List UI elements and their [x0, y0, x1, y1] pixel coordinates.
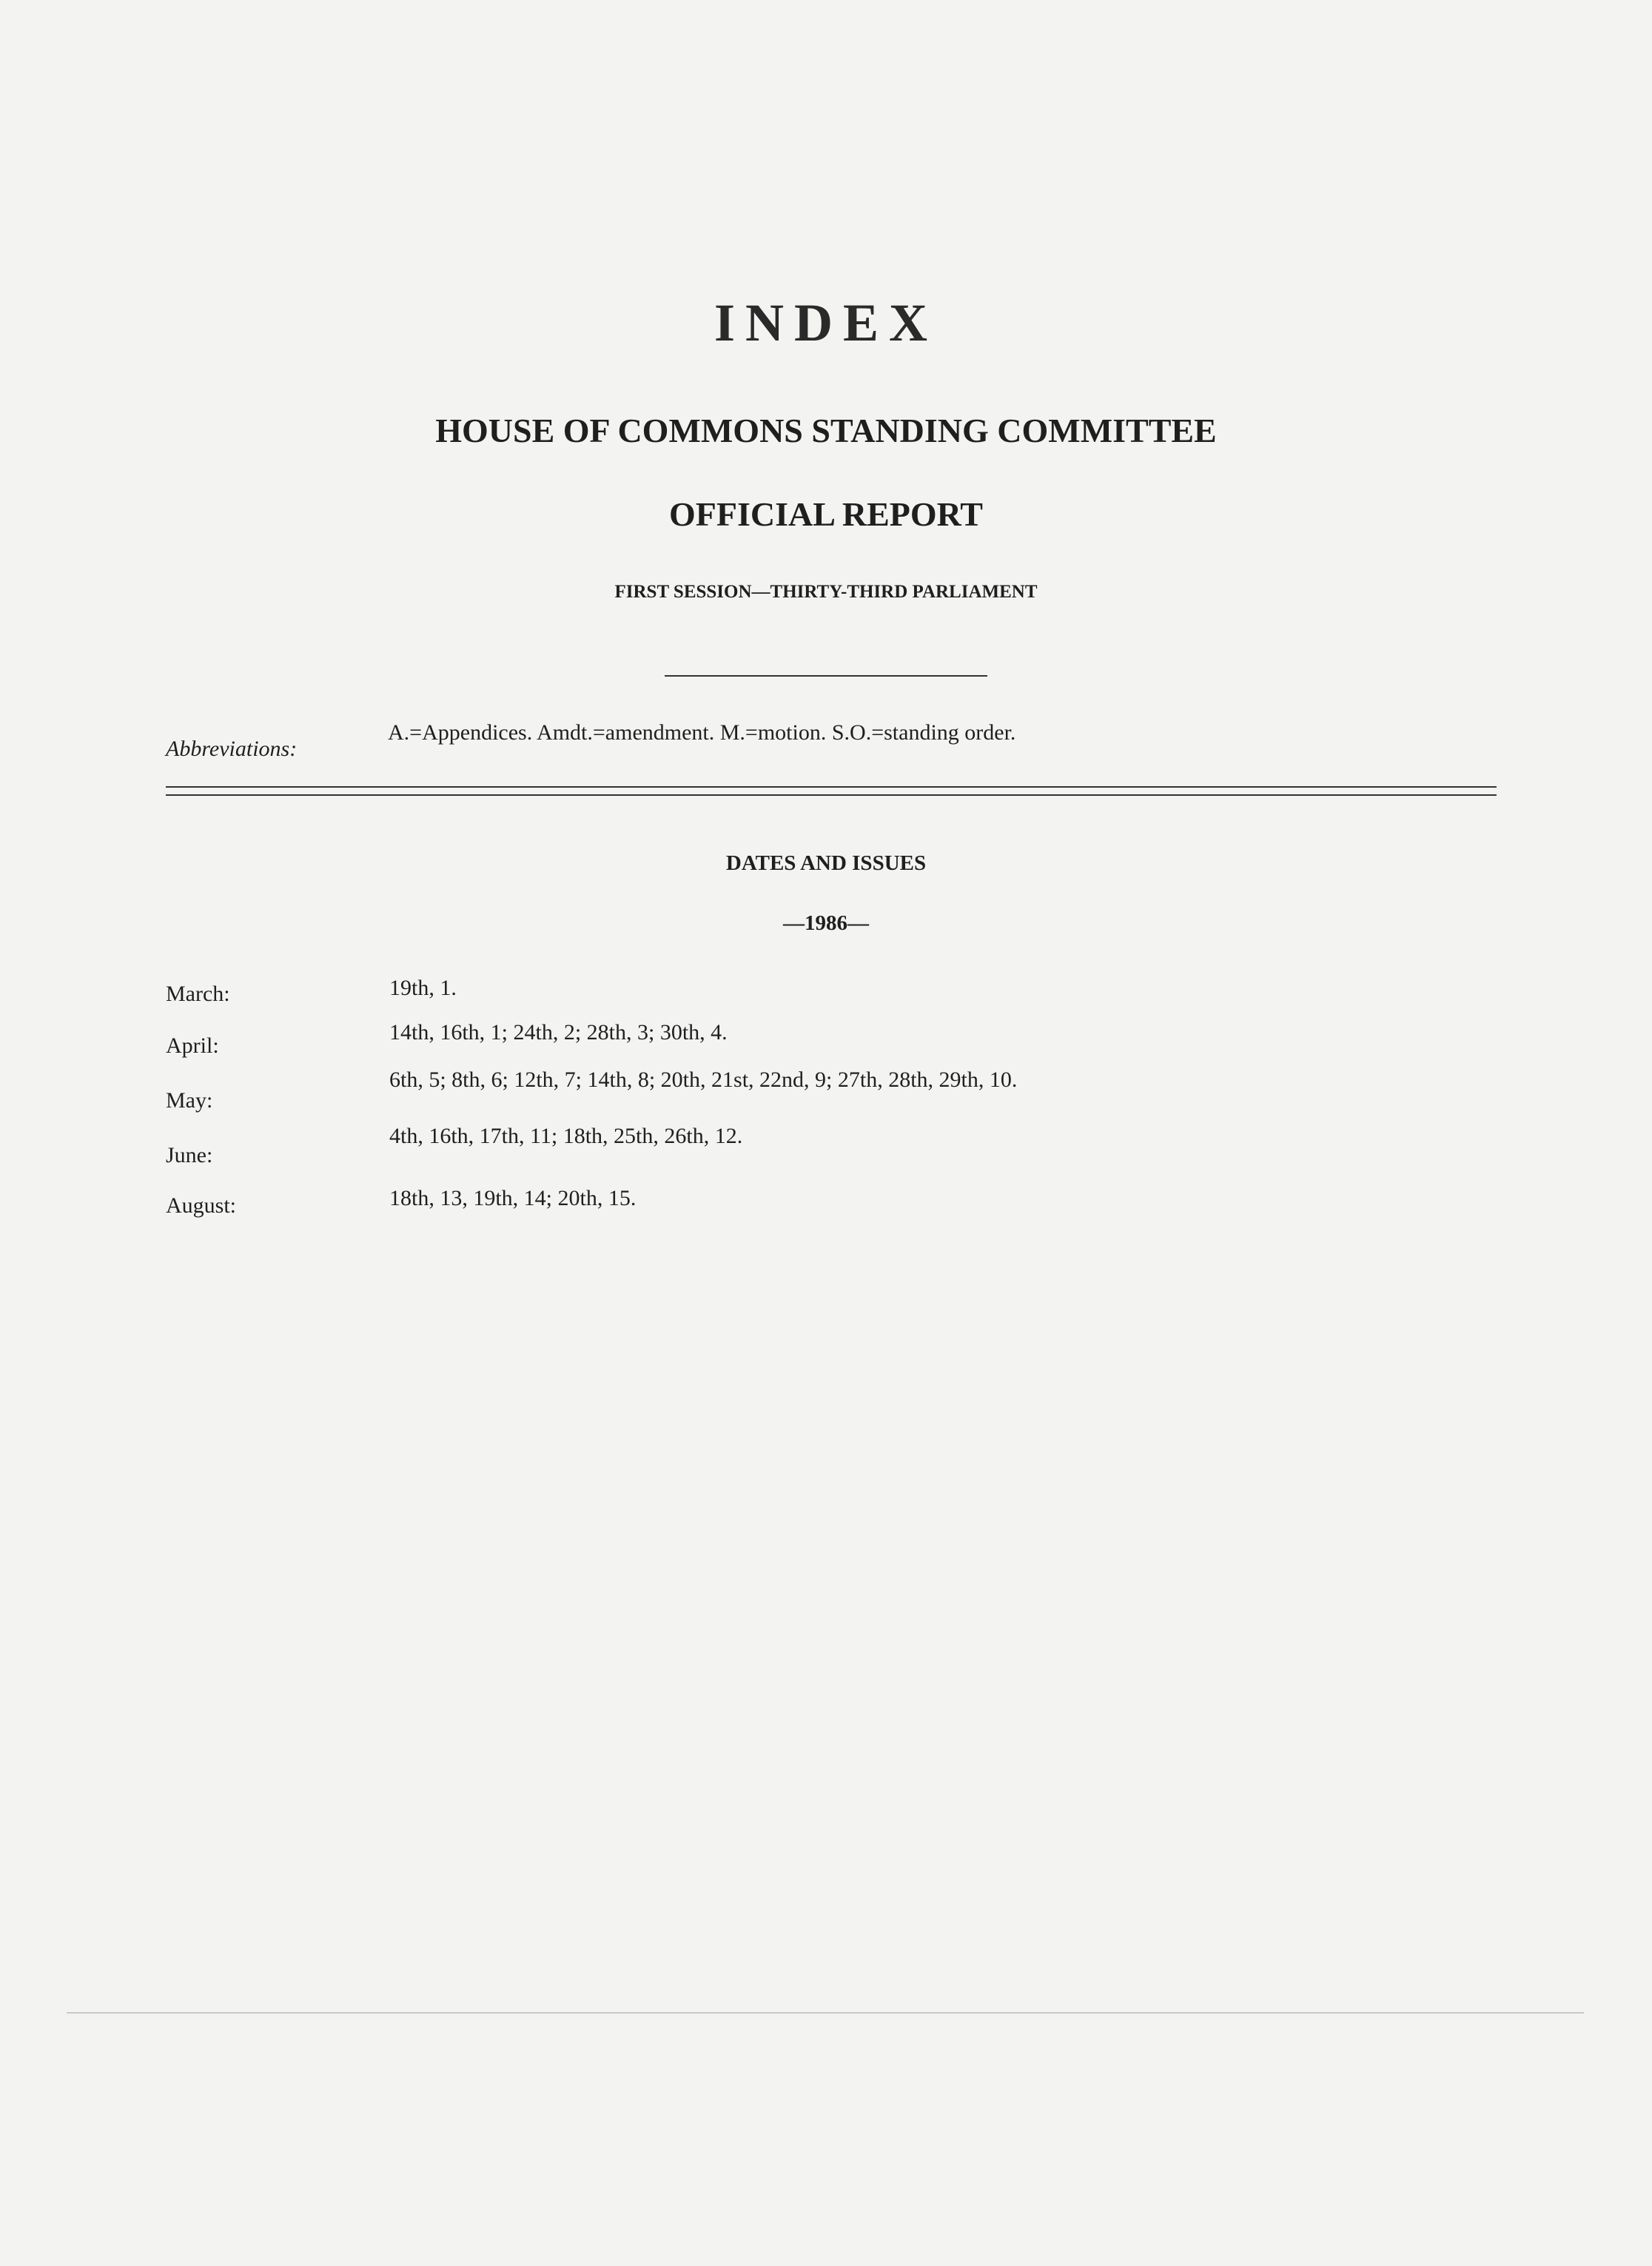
month-dates-march: 19th, 1. [389, 976, 457, 1000]
report-title: OFFICIAL REPORT [669, 495, 983, 533]
month-label-august: August: [166, 1193, 237, 1218]
index-title: INDEX [713, 293, 939, 352]
month-dates-april: 14th, 16th, 1; 24th, 2; 28th, 3; 30th, 4. [389, 1020, 728, 1045]
year-label: —1986— [783, 911, 869, 935]
abbreviations-label: Abbreviations: [166, 737, 298, 761]
committee-title: HOUSE OF COMMONS STANDING COMMITTEE [435, 412, 1217, 449]
footer-divider [67, 2012, 1584, 2014]
month-dates-may: 6th, 5; 8th, 6; 12th, 7; 14th, 8; 20th, 21st, 22nd, 9; 27th, 28th, 29th, 10. [389, 1067, 1018, 1092]
month-dates-june: 4th, 16th, 17th, 11; 18th, 25th, 26th, 12. [389, 1124, 743, 1148]
month-label-june: June: [166, 1143, 213, 1167]
month-label-march: March: [166, 982, 230, 1006]
month-label-april: April: [166, 1033, 219, 1058]
dates-issues-heading: DATES AND ISSUES [725, 851, 927, 875]
divider-double-top [166, 786, 1497, 788]
month-dates-august: 18th, 13, 19th, 14; 20th, 15. [389, 1186, 637, 1210]
divider-double-bottom [166, 794, 1497, 796]
divider-short [665, 675, 987, 677]
session-subtitle: FIRST SESSION—THIRTY-THIRD PARLIAMENT [614, 582, 1038, 602]
abbreviations-text: A.=Appendices. Amdt.=amendment. M.=motion. S.O.=standing order. [388, 720, 1016, 745]
month-label-may: May: [166, 1088, 213, 1113]
